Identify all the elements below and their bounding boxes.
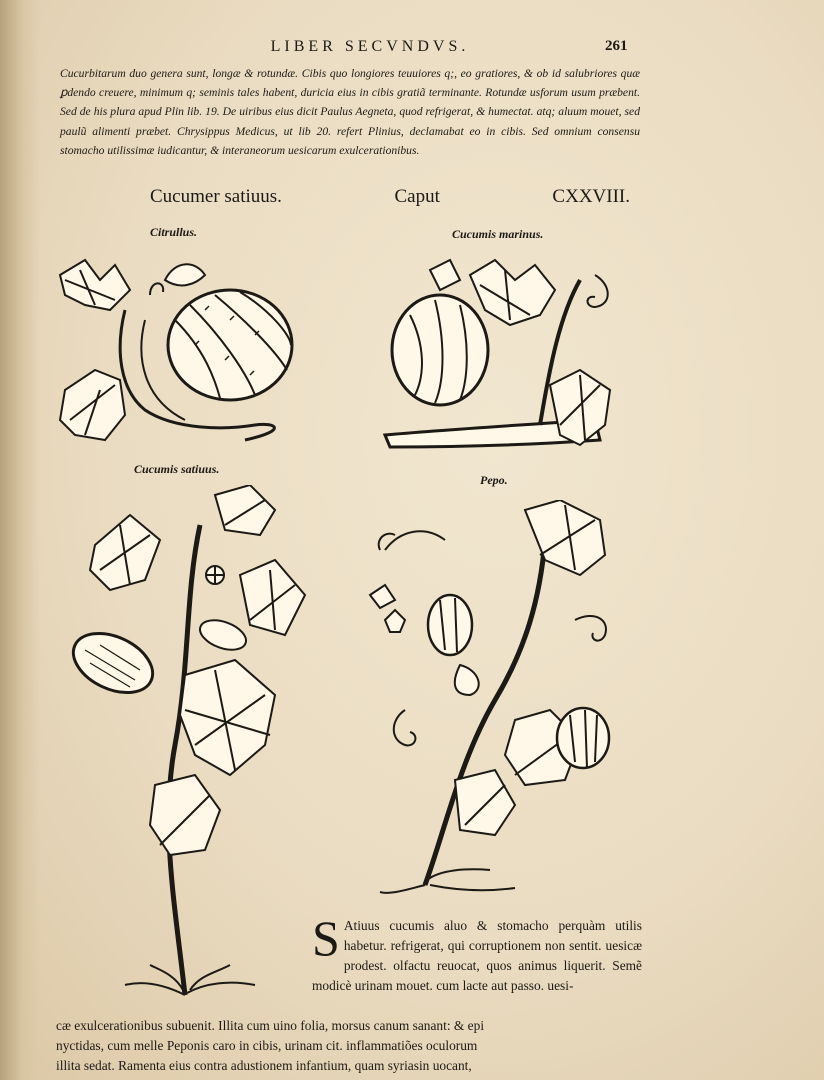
- chapter-number: CXXVIII.: [552, 186, 630, 207]
- page-gutter: [0, 0, 40, 1080]
- body-line-2: nyctidas, cum melle Peponis caro in cibis, urinam cit. inflammatiões oculorum: [56, 1038, 478, 1053]
- figure-label-cucumis-marinus: Cucumis marinus.: [452, 227, 544, 241]
- figure-label-citrullus: Citrullus.: [150, 225, 198, 239]
- woodcut-cucumis-satiuus: [65, 485, 310, 1005]
- intro-paragraph: Cucurbitarum duo genera sunt, longæ & rotundæ. Cibis quo longiores teuuiores q;, eo gratiores, & ob id salubriores quæ ꝑdendo creuere, minimum q; seminis tales habent, duricia eius in cibis gratiã terminante. Rotundæ usforum usum præbent. Sed de his plura apud Plin lib. 19. De uiribus eius dicit Paulus Aegneta, quod refrigerat, & humectat. atq; aluum mouet, sed paulũ alimenti præbet. Chrysippus Medicus, ut lib 20. refert Plinius, declamabat eo in cibis. Sed omnium consensu stomacho utilissimæ iudicantur, & interaneorum uesicarum exulcerationibus.: [60, 67, 640, 157]
- woodcut-citrullus: [55, 250, 300, 450]
- running-head: LIBER SECVNDVS.: [270, 38, 470, 55]
- page-number: 261: [605, 38, 628, 54]
- drop-cap: S: [312, 910, 340, 966]
- chapter-body-paragraph: [312, 910, 642, 996]
- figure-label-cucumis-satiuus: Cucumis satiuus.: [134, 462, 220, 476]
- woodcut-pepo: [365, 500, 625, 900]
- chapter-body-continuation: [56, 1016, 646, 1076]
- chapter-heading: [150, 186, 630, 208]
- chapter-body-text: Atiuus cucumis aluo & stomacho perquàm utilis habetur. refrigerat, qui corruptionem non sentit. uesicæ prodest. olfactu reuocat, quos animus liquerit. Semẽ modicè urinam mouet. cum lacte aut passo. uesi-: [312, 918, 642, 993]
- woodcut-cucumis-marinus: [380, 255, 625, 470]
- body-line-1: cæ exulcerationibus subuenit. Illita cum uino folia, morsus canum sanant: & epi: [56, 1018, 485, 1033]
- chapter-title: Cucumer satiuus.: [150, 186, 282, 207]
- body-line-3: illita sedat. Ramenta eius contra adustionem infantium, quam syriasin uocant,: [56, 1058, 472, 1073]
- figure-label-pepo: Pepo.: [480, 473, 508, 487]
- chapter-caput: Caput: [394, 186, 440, 207]
